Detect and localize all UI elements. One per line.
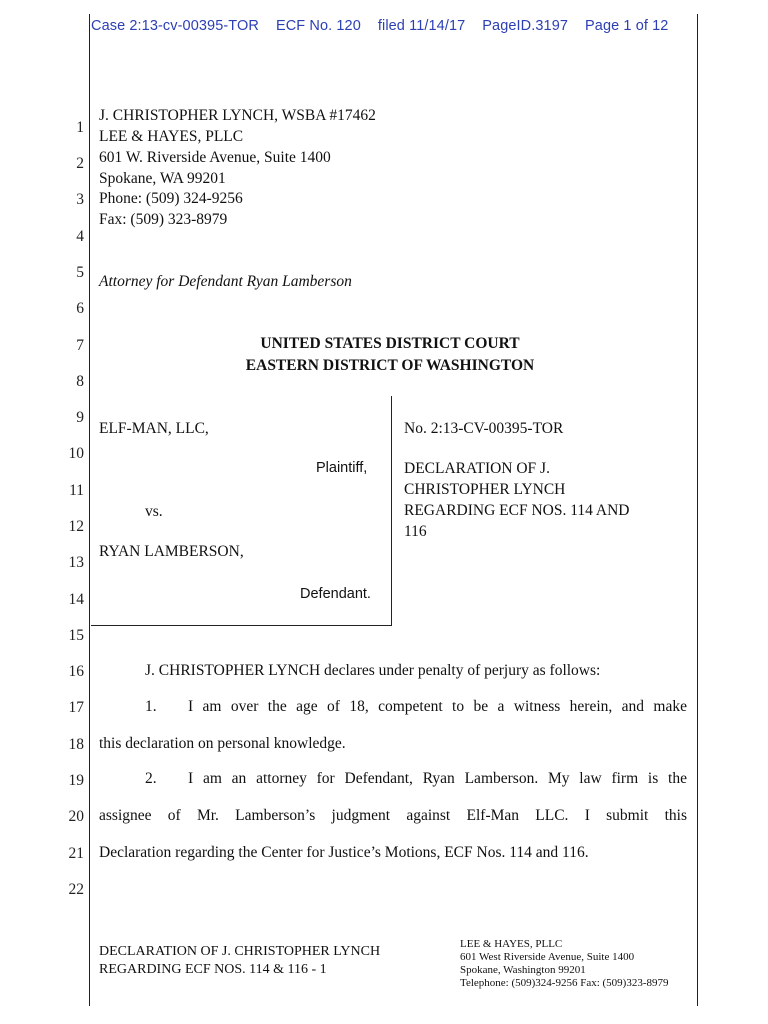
document-title-line: DECLARATION OF J. — [404, 460, 550, 477]
line-number: 2 — [76, 155, 84, 172]
right-margin-rule — [697, 14, 698, 1006]
ecf-page-count: Page 1 of 12 — [585, 18, 669, 34]
court-district: EASTERN DISTRICT OF WASHINGTON — [245, 357, 535, 374]
attorney-name: J. CHRISTOPHER LYNCH, WSBA #17462 — [99, 107, 376, 124]
line-number: 22 — [68, 881, 84, 898]
document-title-line: 116 — [404, 523, 427, 540]
line-number: 20 — [68, 808, 84, 825]
line-number: 16 — [68, 663, 84, 680]
footer-document-title: DECLARATION OF J. CHRISTOPHER LYNCH — [99, 944, 381, 959]
ecf-page-id: PageID.3197 — [482, 18, 569, 34]
line-number: 10 — [68, 445, 84, 462]
paragraph-2-line: Declaration regarding the Center for Justice’s Motions, ECF Nos. 114 and 116. — [99, 844, 589, 861]
court-name: UNITED STATES DISTRICT COURT — [260, 335, 520, 352]
line-number: 9 — [76, 409, 84, 426]
ecf-case-number: Case 2:13-cv-00395-TOR — [91, 18, 259, 34]
document-title-line: CHRISTOPHER LYNCH — [404, 481, 566, 498]
line-number: 14 — [68, 591, 84, 608]
line-number: 17 — [68, 699, 84, 716]
line-number: 8 — [76, 373, 84, 390]
case-number: No. 2:13-CV-00395-TOR — [404, 420, 564, 437]
caption-divider — [391, 396, 392, 626]
firm-phone: Phone: (509) 324-9256 — [99, 190, 243, 207]
line-number: 13 — [68, 554, 84, 571]
defendant-role: Defendant. — [300, 586, 371, 602]
plaintiff-name: ELF-MAN, LLC, — [99, 420, 209, 437]
line-number: 21 — [68, 845, 84, 862]
footer-firm-address: 601 West Riverside Avenue, Suite 1400 — [460, 951, 635, 963]
line-number: 15 — [68, 627, 84, 644]
footer-firm-city: Spokane, Washington 99201 — [460, 964, 586, 976]
ecf-document-number: ECF No. 120 — [275, 18, 361, 34]
paragraph-1-line: this declaration on personal knowledge. — [99, 735, 346, 752]
paragraph-1-number: 1. — [145, 698, 157, 715]
document-title-line: REGARDING ECF NOS. 114 AND — [404, 502, 630, 519]
defendant-name: RYAN LAMBERSON, — [99, 543, 244, 560]
left-margin-rule — [89, 14, 90, 1006]
plaintiff-role: Plaintiff, — [316, 460, 368, 476]
line-number: 4 — [76, 228, 84, 245]
firm-city: Spokane, WA 99201 — [99, 170, 226, 187]
caption-bottom-rule — [91, 625, 392, 626]
versus-label: vs. — [145, 503, 163, 520]
paragraph-2-line: assignee of Mr. Lamberson’s judgment against Elf-Man LLC. I submit this — [99, 807, 687, 824]
footer-firm-name: LEE & HAYES, PLLC — [460, 938, 563, 950]
paragraph-1-line: I am over the age of 18, competent to be a witness herein, and make — [188, 698, 687, 715]
line-number: 5 — [76, 264, 84, 281]
declaration-intro: J. CHRISTOPHER LYNCH declares under penalty of perjury as follows: — [145, 662, 601, 679]
line-number: 7 — [76, 337, 84, 354]
firm-name: LEE & HAYES, PLLC — [99, 128, 244, 145]
footer-document-subtitle: REGARDING ECF NOS. 114 & 116 - 1 — [99, 962, 327, 977]
paragraph-2-number: 2. — [145, 770, 157, 787]
firm-street: 601 W. Riverside Avenue, Suite 1400 — [99, 149, 331, 166]
line-number: 18 — [68, 736, 84, 753]
footer-firm-phone: Telephone: (509)324-9256 Fax: (509)323-8979 — [460, 977, 669, 989]
line-number: 12 — [68, 518, 84, 535]
line-number: 19 — [68, 772, 84, 789]
ecf-header-stamp — [91, 18, 668, 34]
attorney-for: Attorney for Defendant Ryan Lamberson — [99, 273, 352, 290]
firm-fax: Fax: (509) 323-8979 — [99, 211, 228, 228]
paragraph-2-line: I am an attorney for Defendant, Ryan Lamberson. My law firm is the — [188, 770, 687, 787]
ecf-filed-date: filed 11/14/17 — [377, 18, 466, 34]
line-number: 11 — [69, 482, 84, 499]
line-number: 3 — [76, 191, 84, 208]
line-number: 6 — [76, 300, 84, 317]
line-number: 1 — [76, 119, 84, 136]
